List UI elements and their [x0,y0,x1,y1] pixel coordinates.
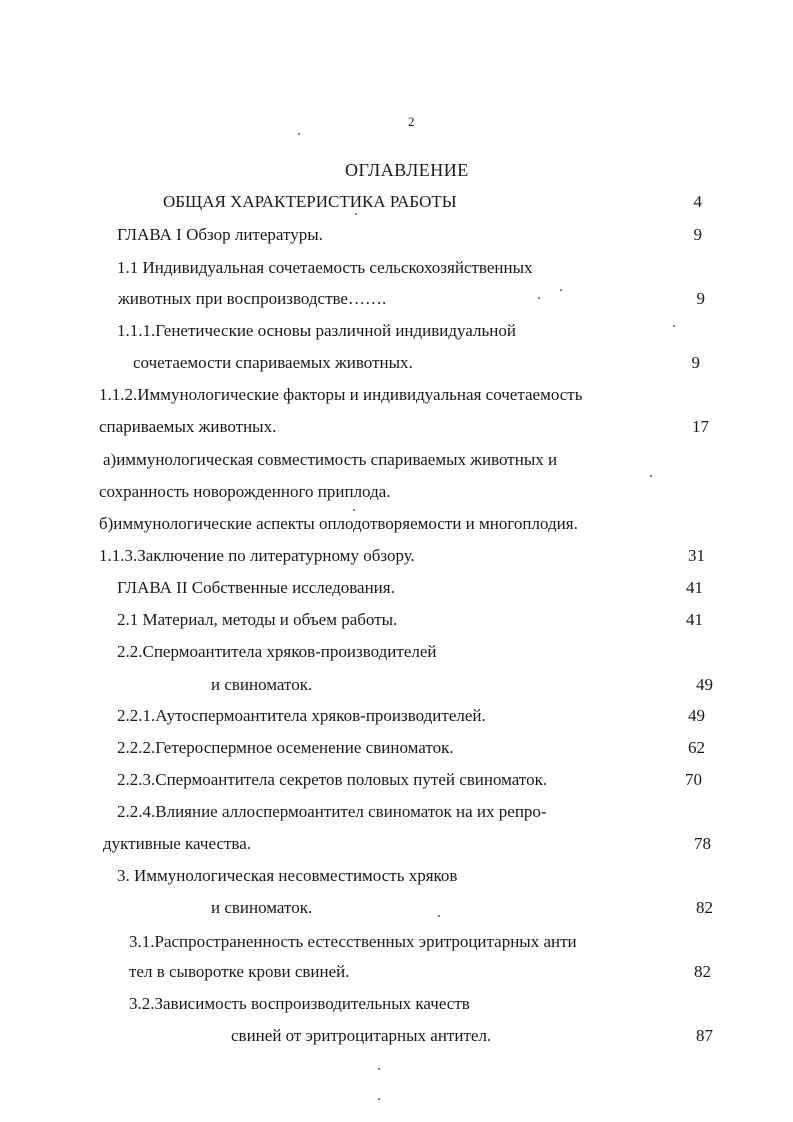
toc-entry-page: 82 [694,962,711,981]
toc-entry-text: 3.1.Распространенность естесственных эритроцитарных анти [129,932,577,951]
scan-speck [438,915,440,917]
scan-speck [355,213,357,215]
toc-entry-text: 1.1.2.Иммунологические факторы и индивидуальная сочетаемость [99,385,583,404]
toc-entry-text: 1.1.1.Генетические основы различной индивидуальной [117,321,516,340]
toc-entry-text: б)иммунологические аспекты оплодотворяемости и многоплодия. [99,514,578,533]
scan-speck [560,289,562,291]
scan-speck [378,1068,380,1070]
scan-speck [353,509,355,511]
toc-entry-page: 70 [685,770,702,789]
toc-entry-page: 87 [696,1026,713,1045]
toc-entry-page: 9 [691,353,700,372]
toc-entry-page: 78 [694,834,711,853]
toc-entry-text: 1.1 Индивидуальная сочетаемость сельскохозяйственных [117,258,533,277]
toc-entry-text: 2.2.2.Гетероспермное осеменение свиноматок. [117,738,454,757]
toc-entry-text: дуктивные качества. [103,834,252,853]
toc-entry-text: ГЛАВА I Обзор литературы. [117,225,323,244]
scan-speck [378,1098,380,1100]
scan-speck [298,133,300,135]
toc-title: ОГЛАВЛЕНИЕ [345,160,469,180]
toc-entry-text: спариваемых животных. [99,417,277,436]
toc-entry-page: 49 [696,675,713,694]
toc-entry-page: 31 [688,546,705,565]
toc-entry-text: а)иммунологическая совместимость спариваемых животных и [103,450,558,469]
scan-speck [650,475,652,477]
toc-entry-text: 2.2.4.Влияние аллоспермоантител свиноматок на их репро- [117,802,547,821]
toc-entry-page: 9 [696,289,705,308]
toc-entry-text: сочетаемости спариваемых животных. [133,353,413,372]
toc-entry-text: 2.2.1.Аутоспермоантитела хряков-производителей. [117,706,486,725]
toc-entry-text: 3.2.Зависимость воспроизводительных качеств [129,994,470,1013]
toc-entry-text: ГЛАВА II Собственные исследования. [117,578,395,597]
toc-entry-page: 62 [688,738,705,757]
toc-entry-page: 4 [693,192,702,211]
toc-entry-text: тел в сыворотке крови свиней. [129,962,350,981]
toc-entry-page: 41 [686,578,703,597]
toc-entry-text: ОБЩАЯ ХАРАКТЕРИСТИКА РАБОТЫ [163,192,457,211]
toc-entry-text: 3. Иммунологическая несовместимость хряков [117,866,458,885]
toc-entry-text: 2.2.Спермоантитела хряков-производителей [117,642,437,661]
toc-entry-page: 17 [692,417,709,436]
toc-entry-page: 41 [686,610,703,629]
toc-entry-text: и свиноматок. [211,675,313,694]
toc-entry-text: сохранность новорожденного приплода. [99,482,391,501]
toc-entry-text: 2.1 Материал, методы и объем работы. [117,610,398,629]
toc-entry-text: 2.2.3.Спермоантитела секретов половых путей свиноматок. [117,770,548,789]
toc-entry-page: 82 [696,898,713,917]
toc-entry-text: 1.1.3.Заключение по литературному обзору. [99,546,415,565]
toc-entry-text: и свиноматок. [211,898,313,917]
toc-entry-page: 49 [688,706,705,725]
toc-entry-text: животных при воспроизводстве……. [118,289,387,308]
scan-speck [538,297,540,299]
page-number: 2 [408,114,415,129]
toc-entry-page: 9 [693,225,702,244]
toc-entry-text: свиней от эритроцитарных антител. [231,1026,492,1045]
scan-speck [673,325,675,327]
